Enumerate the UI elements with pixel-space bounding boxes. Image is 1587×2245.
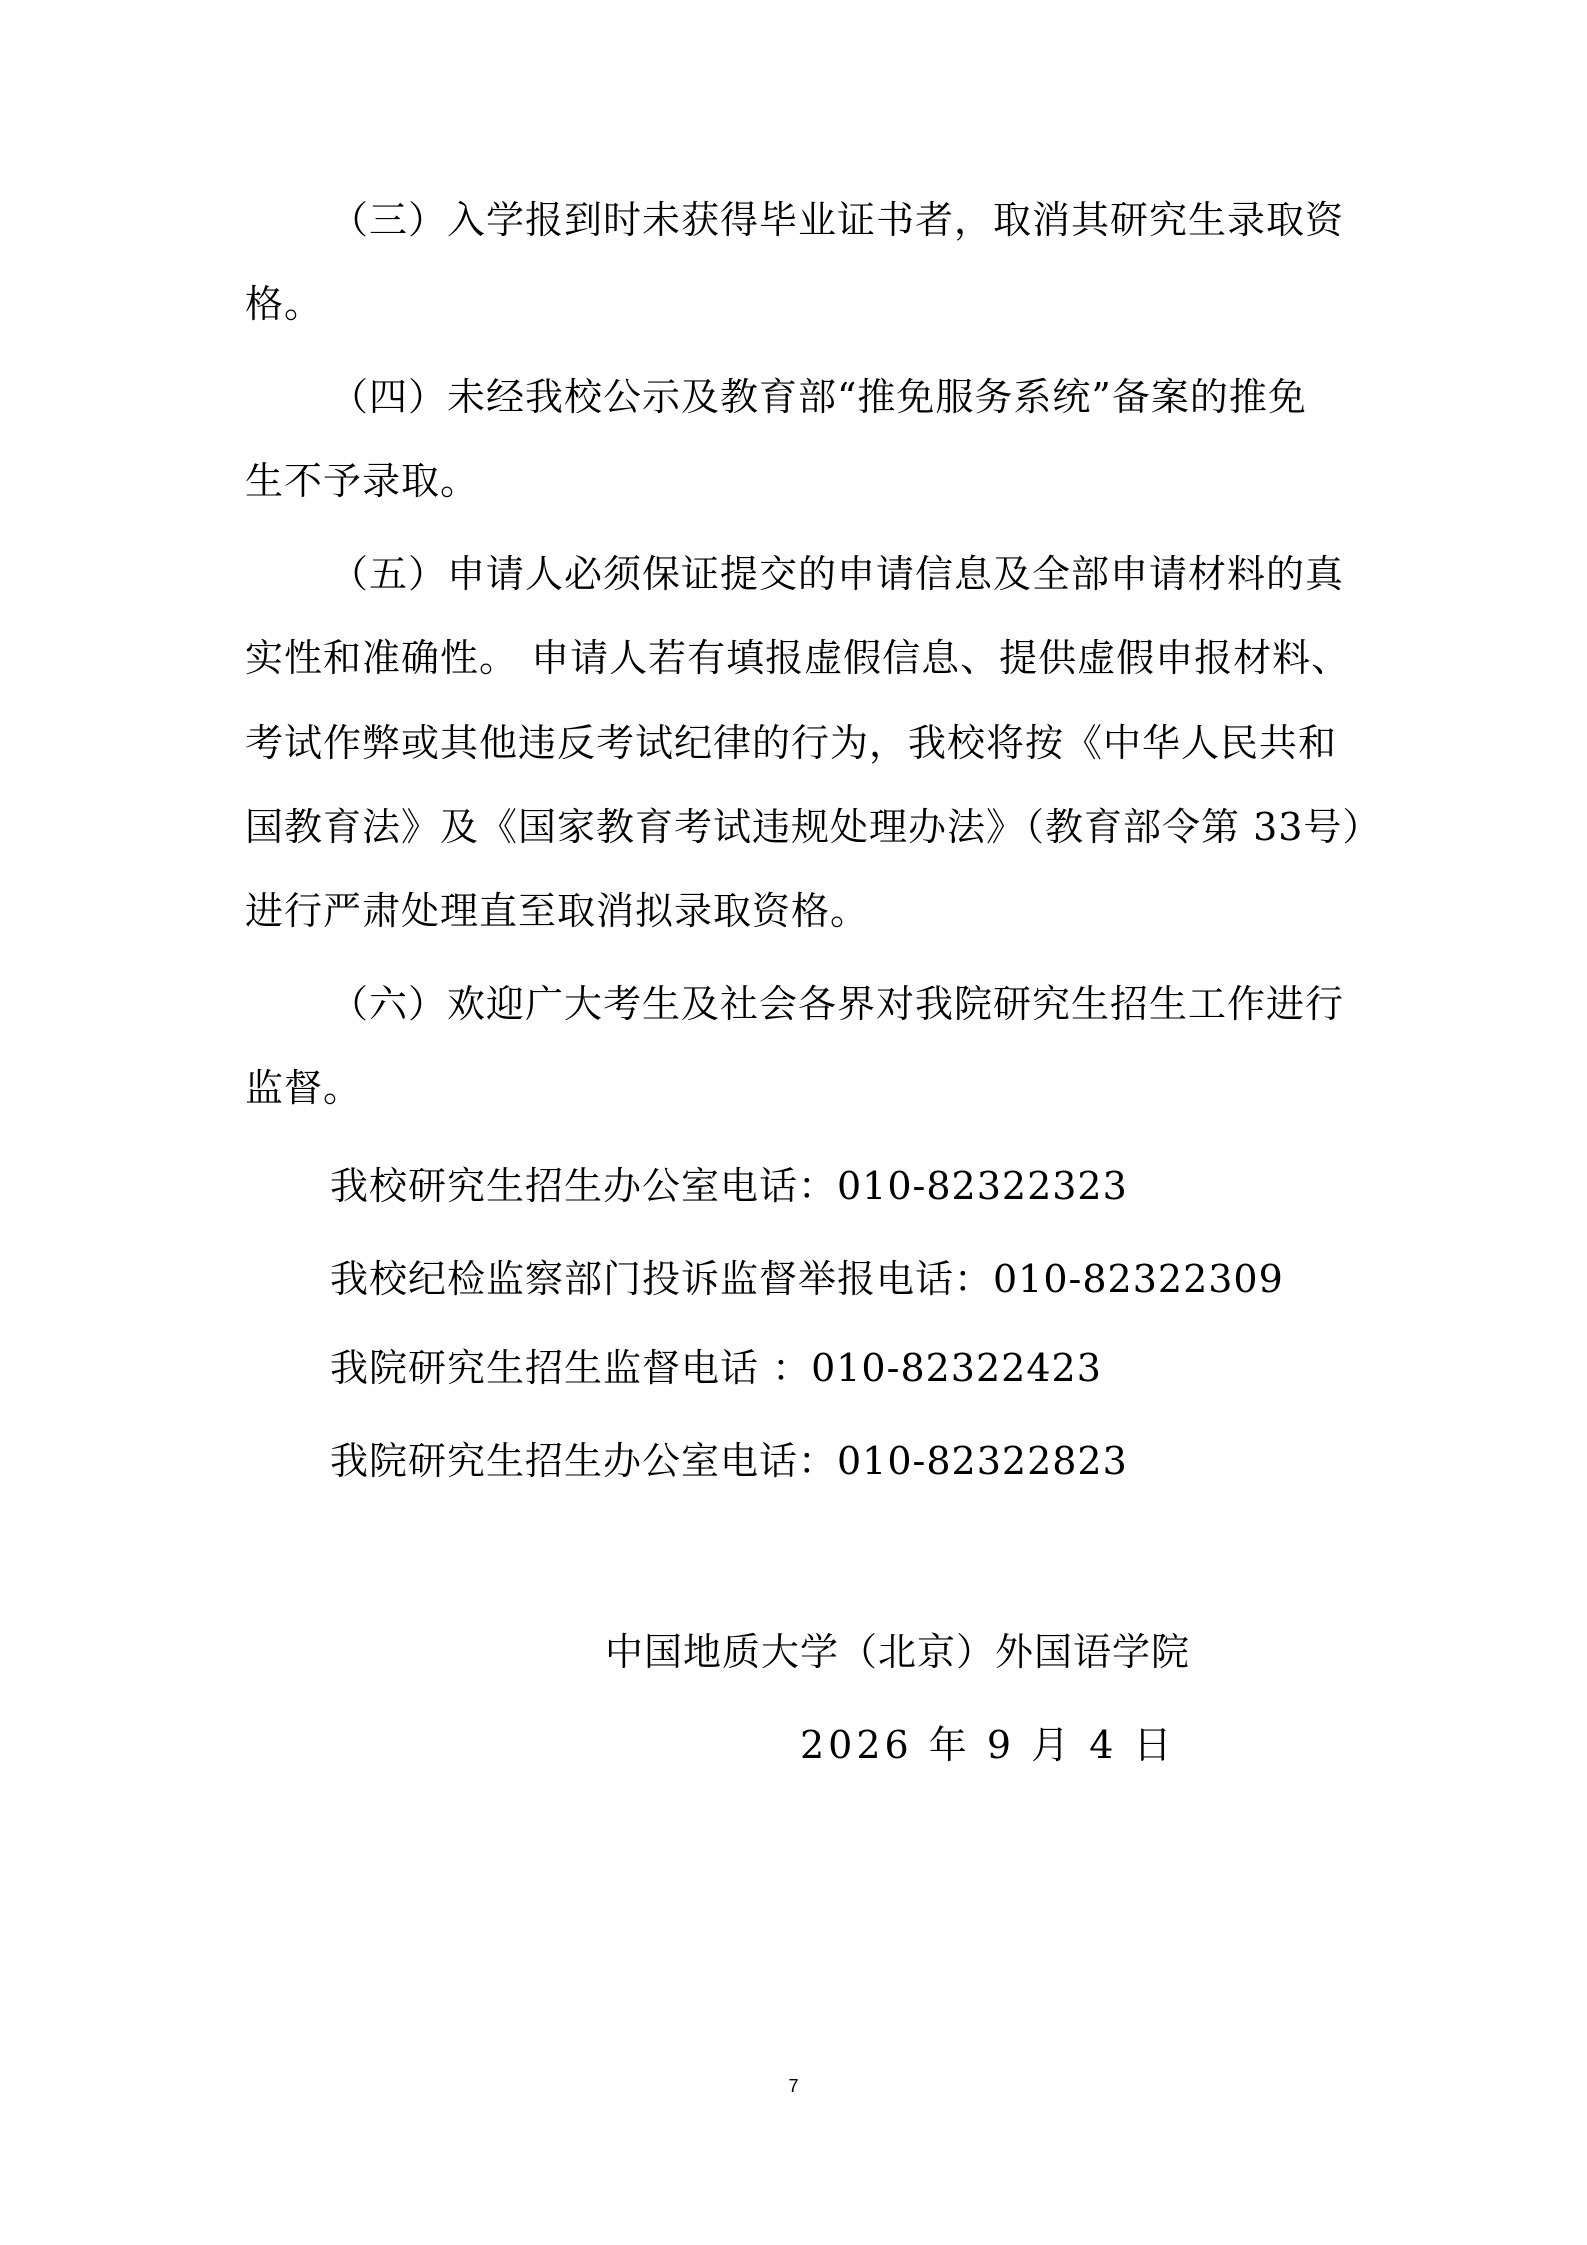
paragraph-4-line-1: （四）未经我校公示及教育部“推免服务系统”备案的推免	[330, 375, 1307, 419]
paragraph-5-line-2: 实性和准确性。 申请人若有填报虚假信息、提供虚假申报材料、	[245, 636, 1351, 680]
paragraph-5-line-5: 进行严肃处理直至取消拟录取资格。	[245, 889, 870, 933]
paragraph-6-line-2: 监督。	[245, 1066, 363, 1110]
paragraph-3-line-2: 格。	[245, 282, 324, 326]
signature-organization: 中国地质大学（北京）外国语学院	[605, 1630, 1191, 1674]
paragraph-5-line-1: （五）申请人必须保证提交的申请信息及全部申请材料的真	[330, 552, 1345, 596]
paragraph-5-line-4: 国教育法》及《国家教育考试违规处理办法》（教育部令第 33号）	[245, 805, 1382, 849]
paragraph-3-line-1: （三）入学报到时未获得毕业证书者，取消其研究生录取资	[330, 198, 1345, 242]
signature-date: 2026 年 9 月 4 日	[800, 1723, 1176, 1767]
contact-college-admissions: 我院研究生招生办公室电话：010-82322823	[330, 1439, 1128, 1483]
paragraph-5-line-3: 考试作弊或其他违反考试纪律的行为，我校将按《中华人民共和	[245, 721, 1338, 765]
paragraph-4-line-2: 生不予录取。	[245, 459, 480, 503]
contact-college-supervision: 我院研究生招生监督电话 ：010-82322423	[330, 1346, 1102, 1390]
page-number: 7	[788, 2076, 799, 2096]
contact-school-admissions: 我校研究生招生办公室电话：010-82322323	[330, 1164, 1128, 1208]
contact-school-discipline: 我校纪检监察部门投诉监督举报电话：010-82322309	[330, 1257, 1284, 1301]
paragraph-6-line-1: （六）欢迎广大考生及社会各界对我院研究生招生工作进行	[330, 982, 1345, 1026]
